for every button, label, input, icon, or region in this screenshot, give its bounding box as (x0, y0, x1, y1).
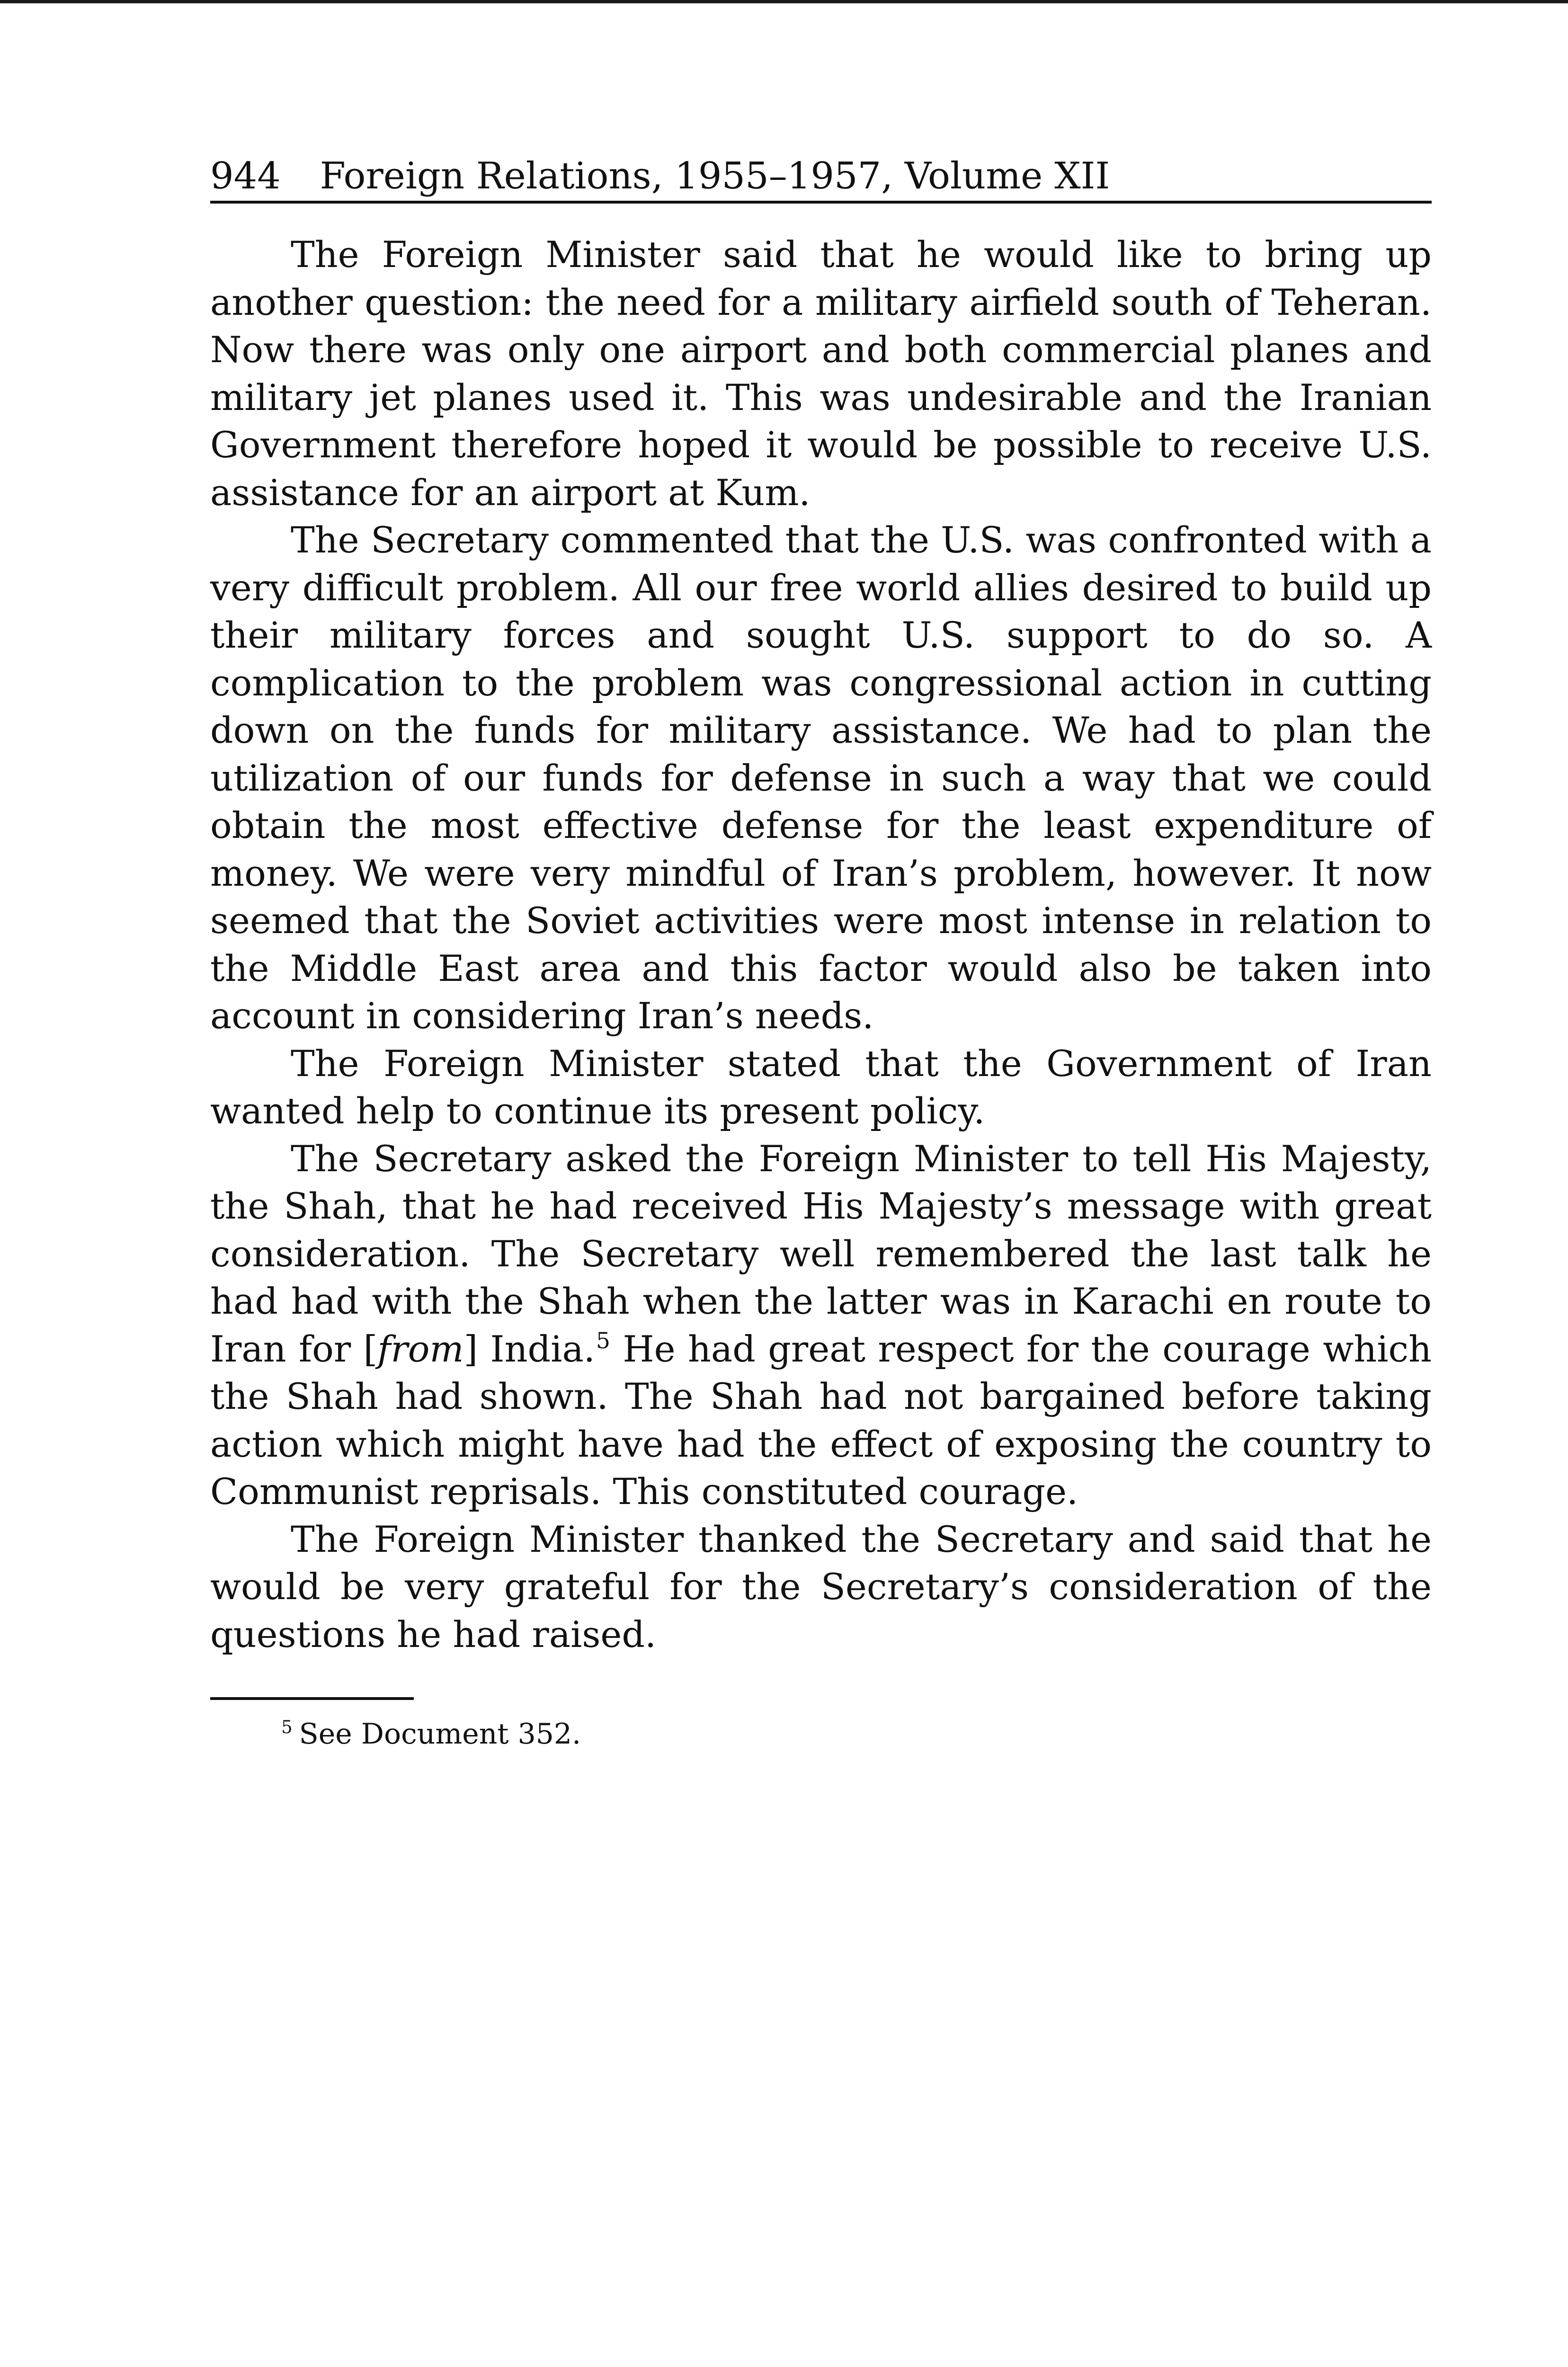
paragraph-shah-message-text-middle: ] India. (463, 1327, 595, 1370)
footnote-divider (210, 1697, 414, 1700)
paragraph-foreign-minister-thanks: The Foreign Minister thanked the Secretary and said that he would be very grateful for the Secretary’s consideration of the questions he had raised. (210, 1518, 1432, 1655)
body-text (210, 231, 1432, 1658)
paragraph-secretary-military-assistance: The Secretary commented that the U.S. was confronted with a very difficult problem. All our free world allies desired to build up their military forces and sought U.S. support to do so. A complication to the problem was congressional action in cutting down on the funds for military assistance. We had to plan the utilization of our funds for defense in such a way that we could obtain the most effective defense for the least expenditure of money. We were very mindful of Iran’s problem, however. It now seemed that the Soviet activities were most intense in relation to the Middle East area and this factor would also be taken into account in considering Iran’s needs. (210, 519, 1432, 1037)
paragraph-shah-message (210, 1135, 1432, 1516)
running-title: Foreign Relations, 1955–1957, Volume XII (320, 155, 1110, 197)
footnote-marker: 5 (281, 1717, 293, 1738)
document-page (210, 151, 1432, 1752)
footnote-section (210, 1697, 1432, 1752)
paragraph-shah-message-text-start: The Secretary asked the Foreign Minister to tell His Majesty, the Shah, that he had received His Majesty’s message with great consideration. The Secretary well remembered the last talk he had had with the Shah when the latter was in Karachi en route to Iran for [ (210, 1137, 1432, 1370)
running-header (210, 151, 1432, 204)
paragraph-government-policy: The Foreign Minister stated that the Government of Iran wanted help to continue its present policy. (210, 1042, 1432, 1132)
footnote-reference-5[interactable]: 5 (596, 1328, 610, 1354)
footnote-text: See Document 352. (299, 1717, 581, 1751)
top-border-line (0, 0, 1568, 3)
footnote-5 (210, 1716, 1432, 1752)
page-number: 944 (210, 155, 281, 197)
paragraph-shah-message-text-end: He had great respect for the courage which the Shah had shown. The Shah had not bargained before taking action which might have had the effect of exposing the country to Communist reprisals. This constituted courage. (210, 1327, 1432, 1513)
italic-from-word: from (377, 1327, 464, 1370)
paragraph-airfield-request: The Foreign Minister said that he would like to bring up another question: the need for a military airfield south of Teheran. Now there was only one airport and both commercial planes and military jet planes used it. This was undesirable and the Iranian Government therefore hoped it would be possible to receive U.S. assistance for an airport at Kum. (210, 233, 1432, 514)
